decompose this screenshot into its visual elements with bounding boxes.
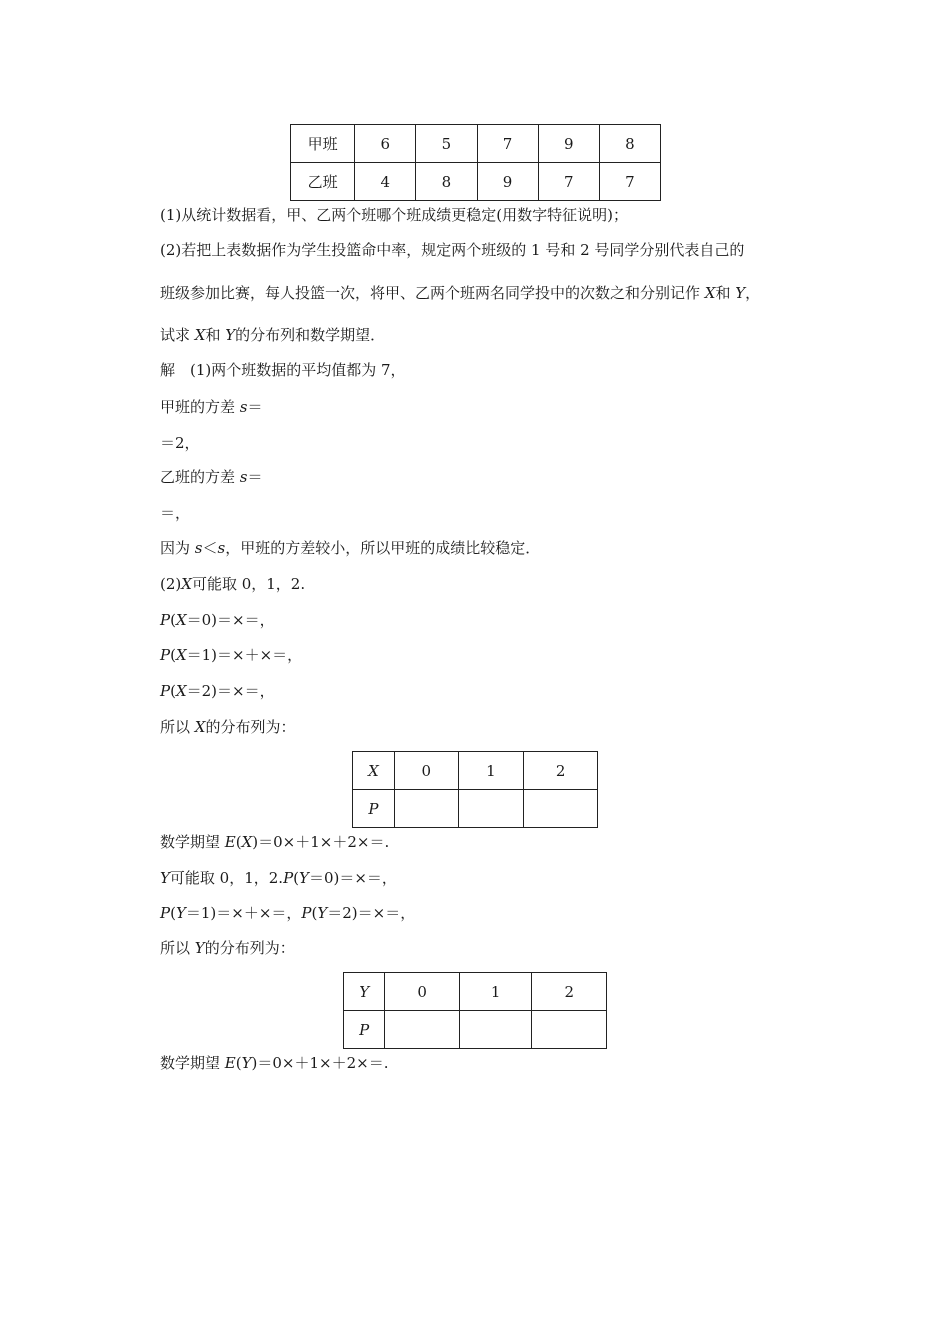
table-cell: 9	[538, 125, 599, 163]
var-p: P	[160, 904, 171, 922]
text: 的分布列为：	[205, 718, 296, 736]
text: ＜	[202, 539, 218, 557]
table-cell: 5	[416, 125, 477, 163]
table-cell	[459, 1011, 532, 1049]
text: ＝0)＝×＝，	[308, 869, 397, 887]
table-cell: 8	[599, 125, 660, 163]
var-p: P	[283, 869, 294, 887]
table-row	[344, 1011, 607, 1049]
table-cell	[458, 790, 524, 828]
table-row	[291, 163, 661, 201]
text: 数学期望	[160, 1054, 225, 1072]
table-cell: 6	[355, 125, 416, 163]
text: (	[170, 904, 176, 922]
solution-line-12	[160, 832, 389, 852]
var-s: s	[217, 539, 226, 557]
solution-line-10	[160, 681, 275, 701]
text: 和	[715, 284, 736, 302]
solution-line-15	[160, 938, 295, 958]
solution-line-14	[160, 903, 415, 923]
text: ＝1)＝×＋×＝，	[186, 646, 303, 664]
text: (	[170, 611, 176, 629]
text: (	[235, 833, 242, 851]
text: 甲班的方差	[160, 398, 240, 416]
text: (	[293, 869, 300, 887]
solution-line-5: ＝，	[160, 504, 191, 522]
table-cell	[385, 1011, 460, 1049]
solution-line-6	[160, 538, 540, 558]
row-label: P	[344, 1011, 385, 1049]
text: 可能取 0，1，2.	[169, 869, 284, 887]
var-s: s	[194, 539, 203, 557]
distribution-table-y	[343, 972, 607, 1049]
table-header: 0	[385, 973, 460, 1011]
var-s: s	[239, 398, 248, 416]
text: 和	[205, 326, 226, 344]
table-header: 1	[458, 752, 524, 790]
solution-line-8	[160, 610, 275, 630]
row-label: P	[353, 790, 395, 828]
solution-line-2	[160, 397, 263, 417]
table-header: 0	[394, 752, 458, 790]
table-header-var: X	[353, 752, 395, 790]
row-label: 乙班	[291, 163, 355, 201]
var-e: E	[224, 1054, 236, 1072]
text: (	[170, 646, 176, 664]
score-table	[290, 124, 661, 201]
var-p: P	[160, 682, 171, 700]
var-y: Y	[299, 869, 309, 887]
text: 因为	[160, 539, 195, 557]
table-header: 2	[532, 973, 607, 1011]
solution-line-13	[160, 868, 397, 888]
question-2-line-3	[160, 325, 385, 345]
solution-line-16	[160, 1053, 388, 1073]
table-header: 2	[524, 752, 598, 790]
var-y: Y	[317, 904, 328, 922]
table-cell: 8	[416, 163, 477, 201]
table-header: 1	[459, 973, 532, 1011]
table-header-var: Y	[344, 973, 385, 1011]
text: (	[311, 904, 318, 922]
var-y: Y	[735, 284, 746, 302]
table-row	[353, 752, 598, 790]
text: 乙班的方差	[160, 468, 240, 486]
text: 试求	[160, 326, 195, 344]
text: ，	[745, 284, 761, 302]
text: 所以	[160, 939, 195, 957]
row-label: 甲班	[291, 125, 355, 163]
solution-line-7	[160, 574, 305, 594]
table-row	[344, 973, 607, 1011]
text: )＝0×＋1×＋2×＝.	[252, 833, 390, 851]
var-y: Y	[194, 939, 205, 957]
text: ＝0)＝×＝，	[186, 611, 275, 629]
var-x: X	[241, 833, 253, 851]
text: (	[170, 682, 176, 700]
text: ＝2)＝×＝，	[327, 904, 416, 922]
text: ＝	[247, 398, 263, 416]
text: 可能取 0，1，2.	[191, 575, 306, 593]
var-s: s	[239, 468, 248, 486]
text: ＝2)＝×＝，	[186, 682, 275, 700]
table-cell: 7	[599, 163, 660, 201]
var-x: X	[181, 575, 192, 593]
text: (2)	[160, 575, 182, 593]
question-2-line-1: (2)若把上表数据作为学生投篮命中率，规定两个班级的 1 号和 2 号同学分别代表自己的	[160, 241, 745, 259]
var-y: Y	[225, 326, 236, 344]
text: 班级参加比赛，每人投篮一次，将甲、乙两个班两名同学投中的次数之和分别记作	[160, 284, 705, 302]
var-p: P	[160, 646, 171, 664]
table-cell: 9	[477, 163, 538, 201]
solution-line-1: 解 (1)两个班数据的平均值都为 7，	[160, 361, 406, 379]
var-x: X	[175, 682, 187, 700]
text: 的分布列为：	[204, 939, 295, 957]
text: ，甲班的方差较小，所以甲班的成绩比较稳定．	[225, 539, 541, 557]
var-x: X	[194, 326, 206, 344]
table-row	[353, 790, 598, 828]
var-p: P	[160, 611, 171, 629]
table-cell: 7	[538, 163, 599, 201]
solution-line-4	[160, 467, 263, 487]
question-1: (1)从统计数据看，甲、乙两个班哪个班成绩更稳定(用数字特征说明)；	[160, 206, 628, 224]
solution-line-9	[160, 645, 302, 665]
var-y: Y	[160, 869, 170, 887]
var-e: E	[224, 833, 236, 851]
var-p: P	[301, 904, 312, 922]
table-cell	[524, 790, 598, 828]
table-cell	[532, 1011, 607, 1049]
question-2-line-2	[160, 283, 760, 303]
solution-line-3: ＝2，	[160, 434, 200, 452]
text: 数学期望	[160, 833, 225, 851]
var-y: Y	[175, 904, 186, 922]
solution-line-11	[160, 717, 295, 737]
var-y: Y	[241, 1054, 252, 1072]
var-x: X	[175, 646, 187, 664]
text: )＝0×＋1×＋2×＝.	[251, 1054, 389, 1072]
table-cell: 7	[477, 125, 538, 163]
table-cell	[394, 790, 458, 828]
text: ＝1)＝×＋×＝，	[185, 904, 302, 922]
distribution-table-x	[352, 751, 598, 828]
text: 的分布列和数学期望．	[235, 326, 386, 344]
text: (	[235, 1054, 242, 1072]
table-cell: 4	[355, 163, 416, 201]
text: ＝	[247, 468, 263, 486]
var-x: X	[175, 611, 187, 629]
var-x: X	[704, 284, 716, 302]
table-row	[291, 125, 661, 163]
text: 所以	[160, 718, 195, 736]
var-x: X	[194, 718, 206, 736]
